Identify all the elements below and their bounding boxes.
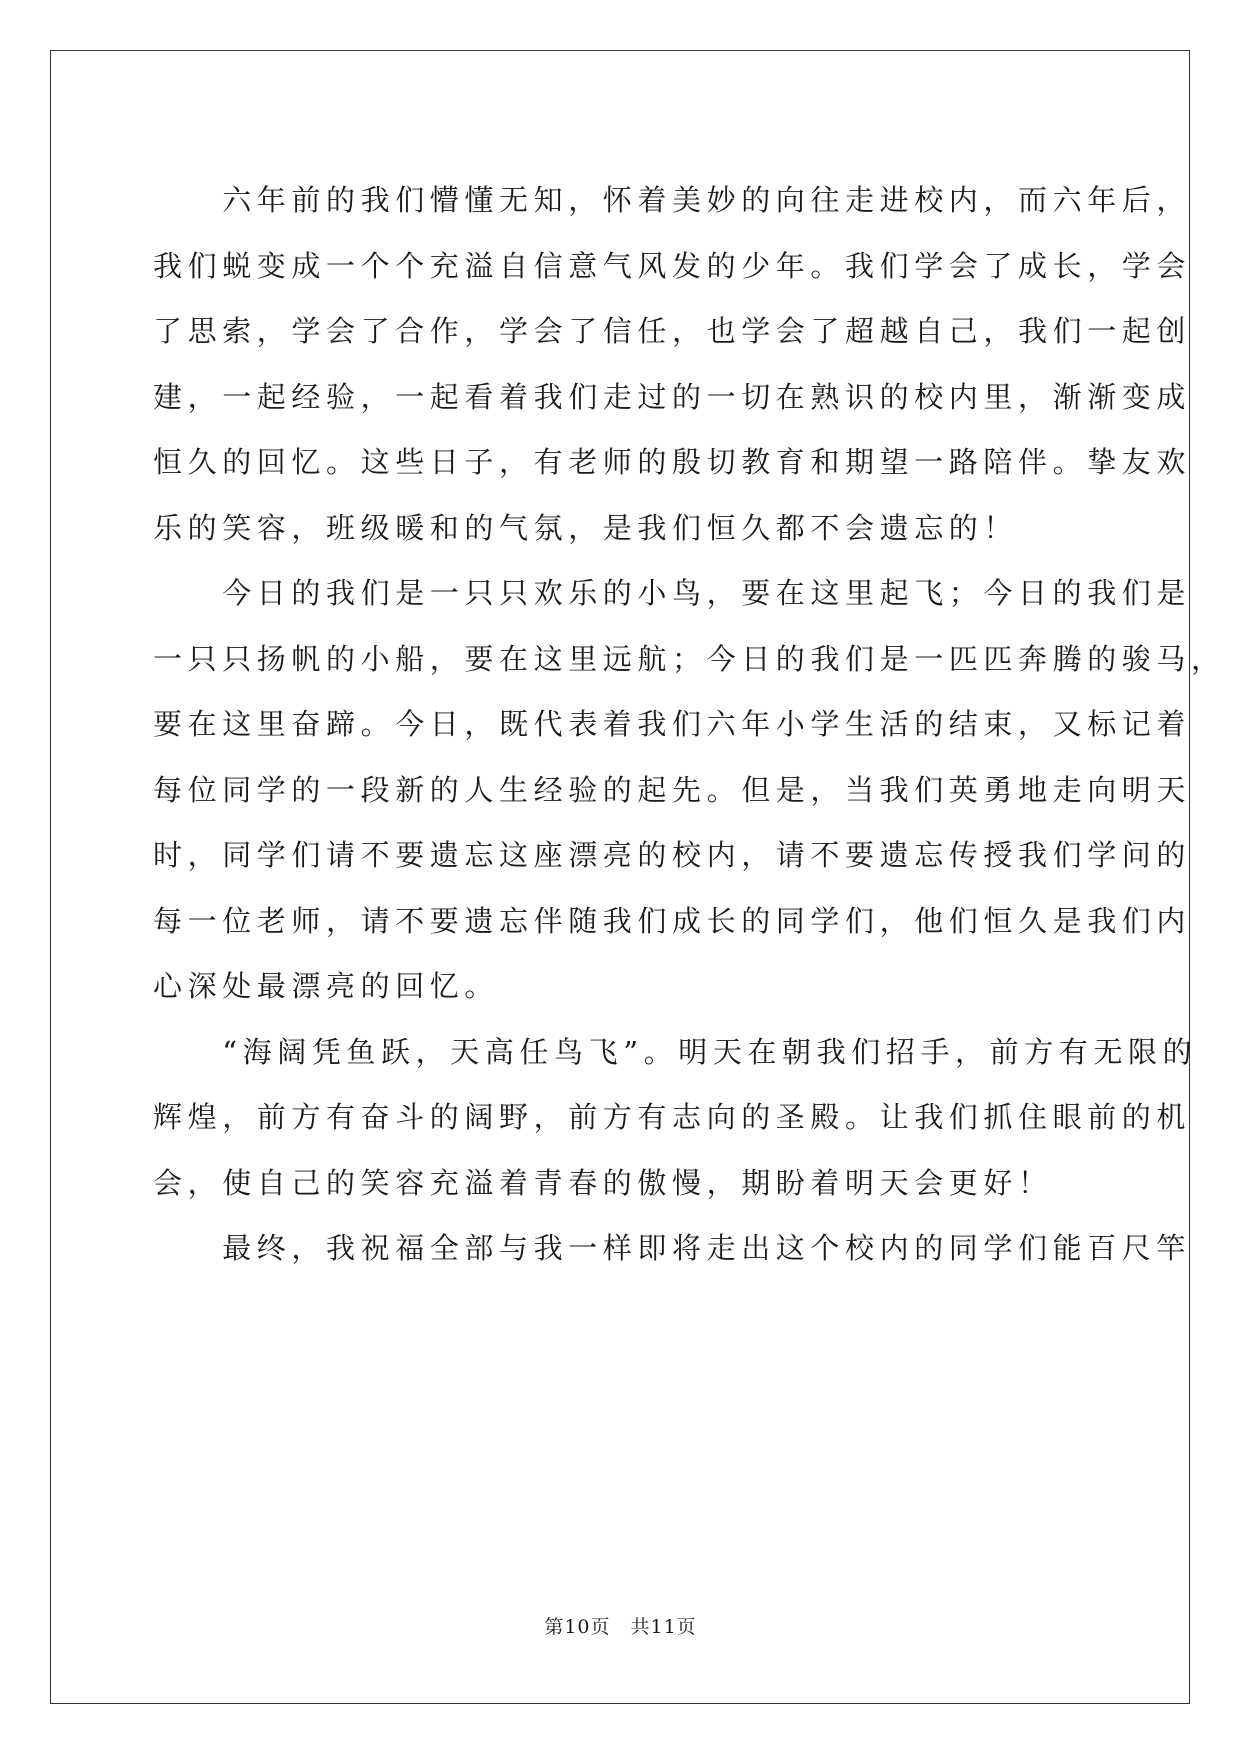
text-line: 一只只扬帆的小船，要在这里远航；今日的我们是一匹匹奔腾的骏马， [153,641,1226,676]
text-line: 今日的我们是一只只欢乐的小鸟，要在这里起飞；今日的我们是 [153,576,1192,610]
page-number-footer: 第10页 共11页 [544,1616,697,1638]
document-body [153,168,1226,1282]
text-line: 每一位老师，请不要遗忘伴随我们成长的同学们，他们恒久是我们内 [153,903,1192,938]
text-line: “海阔凭鱼跃，天高任鸟飞”。明天在朝我们招手，前方有无限的 [153,1034,1198,1069]
text-line: 最终，我祝福全部与我一样即将走出这个校内的同学们能百尺竿 [153,1231,1192,1265]
text-line: 恒久的回忆。这些日子，有老师的殷切教育和期望一路陪伴。挚友欢 [153,445,1192,479]
text-line: 六年前的我们懵懂无知，怀着美妙的向往走进校内，而六年后， [153,183,1192,217]
text-line: 心深处最漂亮的回忆。 [153,969,500,1003]
text-line: 乐的笑容，班级暖和的气氛，是我们恒久都不会遗忘的！ [153,510,1019,545]
text-line: 要在这里奋蹄。今日，既代表着我们六年小学生活的结束，又标记着 [153,707,1192,741]
text-line: 我们蜕变成一个个充溢自信意气风发的少年。我们学会了成长，学会 [153,248,1192,283]
text-line: 每位同学的一段新的人生经验的起先。但是，当我们英勇地走向明天 [153,772,1192,807]
text-line: 了思索，学会了合作，学会了信任，也学会了超越自己，我们一起创 [153,314,1192,348]
text-line: 会，使自己的笑容充溢着青春的傲慢，期盼着明天会更好！ [153,1165,1053,1200]
text-line: 建，一起经验，一起看着我们走过的一切在熟识的校内里，渐渐变成 [153,379,1192,414]
text-line: 时，同学们请不要遗忘这座漂亮的校内，请不要遗忘传授我们学问的 [153,838,1192,872]
text-line: 辉煌，前方有奋斗的阔野，前方有志向的圣殿。让我们抓住眼前的机 [153,1100,1192,1134]
